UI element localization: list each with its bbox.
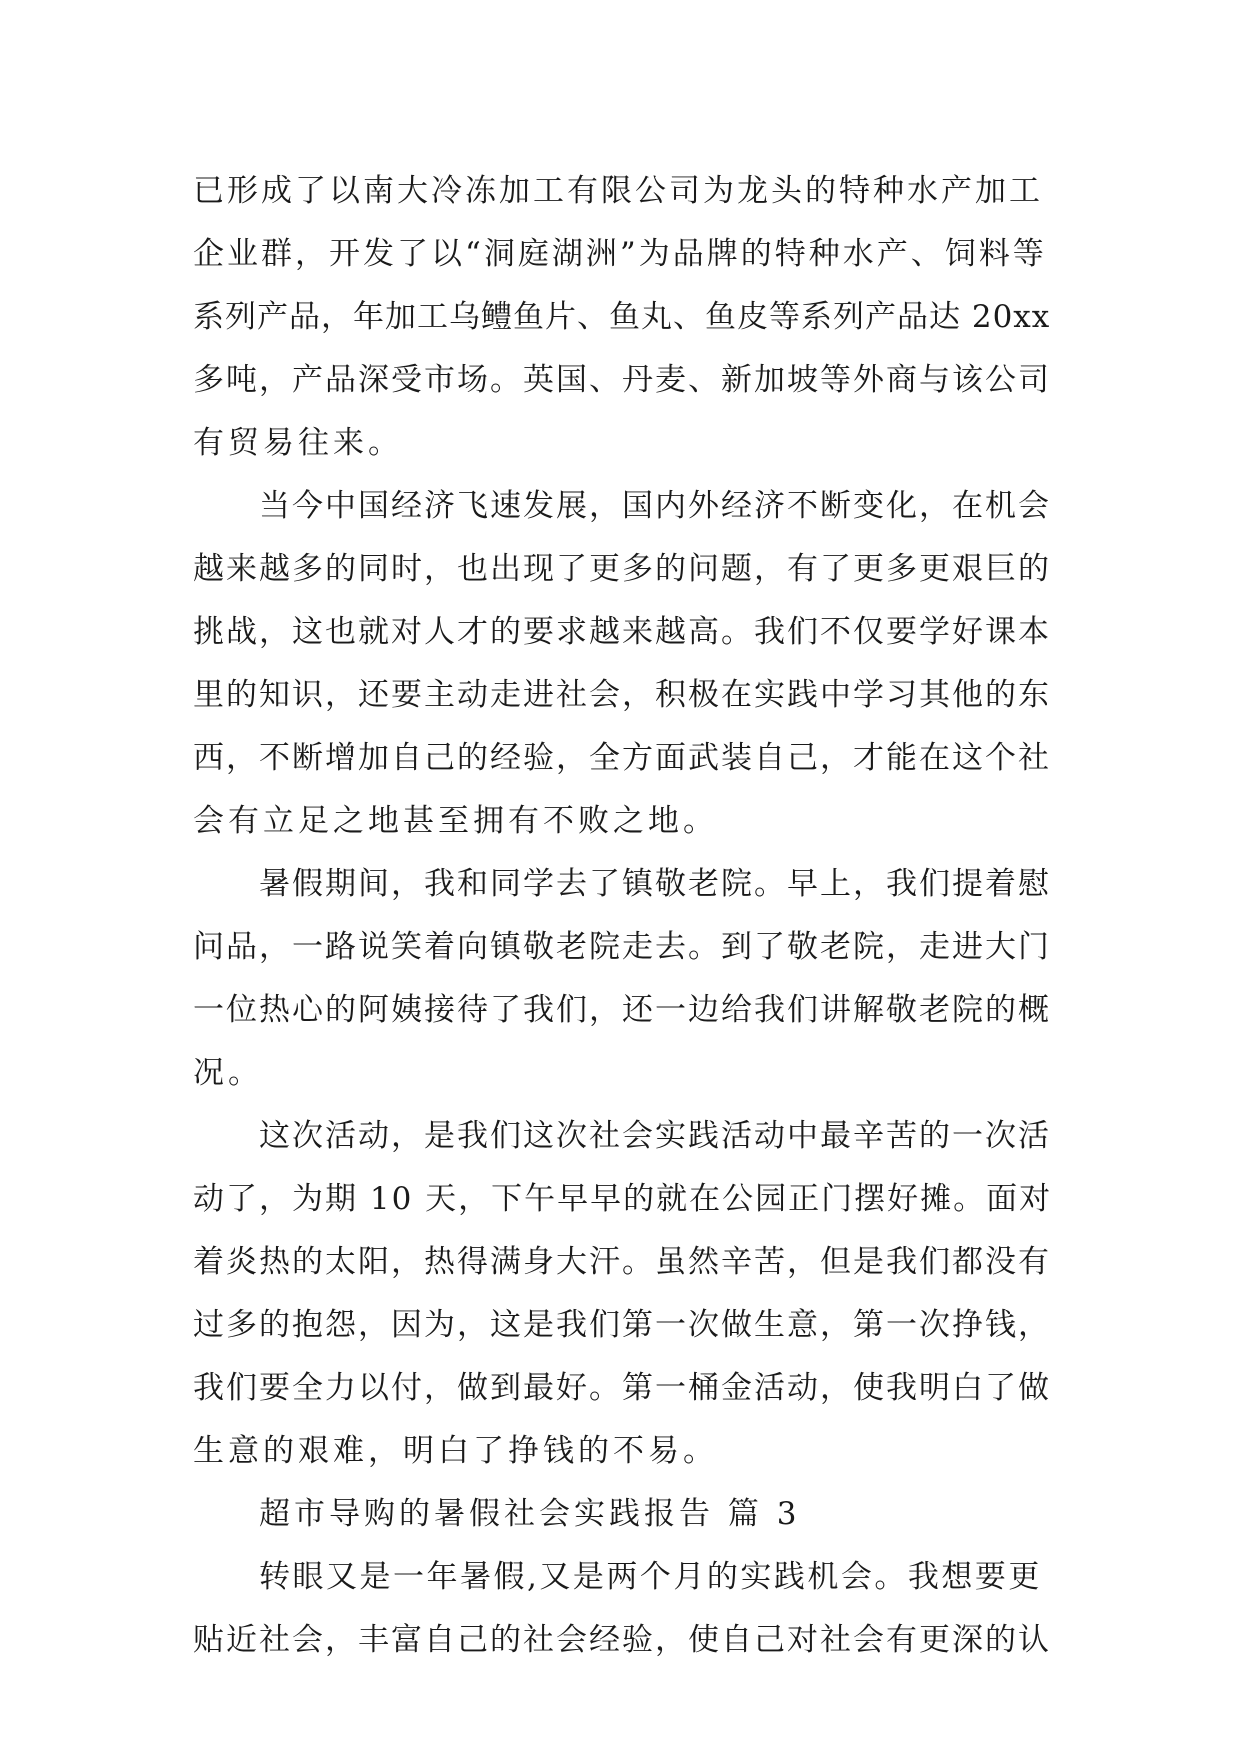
text-line: 这次活动，是我们这次社会实践活动中最辛苦的一次活 [259,1118,1051,1154]
text-line: 超市导购的暑假社会实践报告 篇 3 [259,1496,801,1532]
text-line: 已形成了以南大冷冻加工有限公司为龙头的特种水产加工 [193,173,1043,209]
text-line: 动了，为期 10 天，下午早早的就在公园正门摆好摊。面对 [193,1181,1053,1217]
text-line: 企业群，开发了以“洞庭湖洲”为品牌的特种水产、饲料等 [193,236,1047,272]
text-line: 有贸易往来。 [193,425,403,461]
text-line: 着炎热的太阳，热得满身大汗。虽然辛苦，但是我们都没有 [193,1244,1051,1280]
text-line: 贴近社会，丰富自己的社会经验，使自己对社会有更深的认 [193,1622,1051,1658]
document-body [193,160,1053,1672]
text-line: 西，不断增加自己的经验，全方面武装自己，才能在这个社 [193,740,1051,776]
text-line: 系列产品，年加工乌鳢鱼片、鱼丸、鱼皮等系列产品达 20xx [193,299,1051,335]
text-line: 生意的艰难，明白了挣钱的不易。 [193,1433,718,1469]
text-line: 况。 [193,1055,263,1091]
text-line: 转眼又是一年暑假,又是两个月的实践机会。我想要更 [259,1559,1042,1595]
text-line: 过多的抱怨，因为，这是我们第一次做生意，第一次挣钱， [193,1307,1051,1343]
text-line: 多吨，产品深受市场。英国、丹麦、新加坡等外商与该公司 [193,362,1051,398]
text-line: 问品，一路说笑着向镇敬老院走去。到了敬老院，走进大门 [193,929,1051,965]
text-line: 一位热心的阿姨接待了我们，还一边给我们讲解敬老院的概 [193,992,1051,1028]
text-line: 越来越多的同时，也出现了更多的问题，有了更多更艰巨的 [193,551,1051,587]
text-line: 当今中国经济飞速发展，国内外经济不断变化，在机会 [259,488,1051,524]
text-line: 会有立足之地甚至拥有不败之地。 [193,803,718,839]
text-line: 挑战，这也就对人才的要求越来越高。我们不仅要学好课本 [193,614,1051,650]
text-line: 我们要全力以付，做到最好。第一桶金活动，使我明白了做 [193,1370,1051,1406]
text-line: 暑假期间，我和同学去了镇敬老院。早上，我们提着慰 [259,866,1051,902]
text-line: 里的知识，还要主动走进社会，积极在实践中学习其他的东 [193,677,1051,713]
